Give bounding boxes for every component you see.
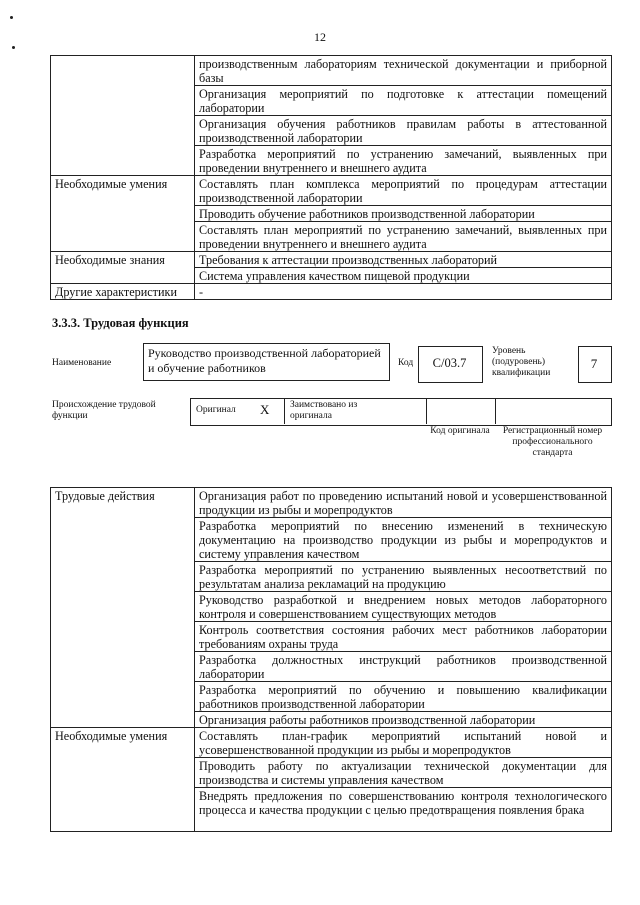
code-label: Код (398, 358, 414, 368)
margin-dot (10, 16, 13, 19)
list-item: Организация мероприятий по подготовке к аттестации помещений лаборатории (195, 86, 612, 116)
list-item: Составлять план мероприятий по устранению замечаний, выявленных при проведении внутреннего и внешнего аудита (195, 222, 612, 252)
row-category: Другие характеристики (51, 284, 195, 300)
table-row (51, 284, 612, 300)
row-category: Необходимые умения (51, 176, 195, 252)
origin-box (190, 398, 612, 426)
origin-code-caption: Код оригинала (430, 426, 490, 436)
code-value: C/03.7 (432, 356, 467, 370)
table-row (51, 488, 612, 518)
original-label: Оригинал (196, 405, 236, 415)
list-item: Организация работ по проведению испытаний новой и усовершенствованной продукции из рыбы и морепродуктов (195, 488, 612, 518)
list-item: Проводить работу по актуализации технической документации для производства и системы управления качеством (195, 758, 612, 788)
list-item: Требования к аттестации производственных лабораторий (195, 252, 612, 268)
list-item: Руководство разработкой и внедрением новых методов лабораторного контроля и совершенствованием существующих методов (195, 592, 612, 622)
level-label: Уровень (подуровень) квалификации (492, 346, 551, 378)
top-requirements-table (50, 55, 612, 300)
list-item: Разработка должностных инструкций работников производственной лаборатории (195, 652, 612, 682)
margin-dot (12, 46, 15, 49)
list-item: Разработка мероприятий по устранению выявленных несоответствий по результатам анализа рекламаций на продукцию (195, 562, 612, 592)
row-category: Необходимые знания (51, 252, 195, 284)
row-category: Необходимые умения (51, 728, 195, 832)
table-row (51, 56, 612, 86)
page-number: 12 (314, 30, 326, 44)
list-item: - (195, 284, 612, 300)
list-item: Составлять план комплекса мероприятий по процедурам аттестации производственной лаборатории (195, 176, 612, 206)
list-item: Разработка мероприятий по устранению замечаний, выявленных при проведении внутреннего и внешнего аудита (195, 146, 612, 176)
origin-divider (426, 398, 427, 424)
table-row (51, 252, 612, 268)
table-row (51, 176, 612, 206)
origin-divider (284, 398, 285, 424)
original-mark: X (260, 402, 270, 417)
list-item: Внедрять предложения по совершенствованию контроля технологического процесса и качества продукции с целью предотвращения появления брака (195, 788, 612, 832)
list-item: Разработка мероприятий по обучению и повышению квалификации работников производственной лаборатории (195, 682, 612, 712)
row-category (51, 56, 195, 176)
list-item: Система управления качеством пищевой продукции (195, 268, 612, 284)
function-name-value: Руководство производственной лабораторией и обучение работников (148, 346, 381, 375)
list-item: Организация работы работников производственной лаборатории (195, 712, 612, 728)
section-title: 3.3.3. Трудовая функция (52, 316, 189, 330)
origin-label: Происхождение трудовой функции (52, 400, 156, 421)
list-item: Разработка мероприятий по внесению изменений в техническую документацию на производство продукции из рыбы и морепродуктов и систему управления качеством (195, 518, 612, 562)
borrowed-label: Заимствовано из оригинала (290, 400, 358, 421)
list-item: Составлять план-график мероприятий испытаний новой и усовершенствованной продукции из рыбы и морепродуктов (195, 728, 612, 758)
list-item: Организация обучения работников правилам работы в аттестованной производственной лаборатории (195, 116, 612, 146)
origin-divider (495, 398, 496, 424)
reg-number-caption: Регистрационный номер профессионального стандарта (502, 426, 603, 458)
list-item: Контроль соответствия состояния рабочих мест работников лаборатории требованиям охраны труда (195, 622, 612, 652)
bottom-requirements-table (50, 487, 612, 832)
list-item: Проводить обучение работников производственной лаборатории (195, 206, 612, 222)
level-value: 7 (590, 356, 598, 371)
list-item: производственным лабораториям технической документации и приборной базы (195, 56, 612, 86)
name-label: Наименование (52, 358, 112, 368)
row-category: Трудовые действия (51, 488, 195, 728)
table-row (51, 728, 612, 758)
